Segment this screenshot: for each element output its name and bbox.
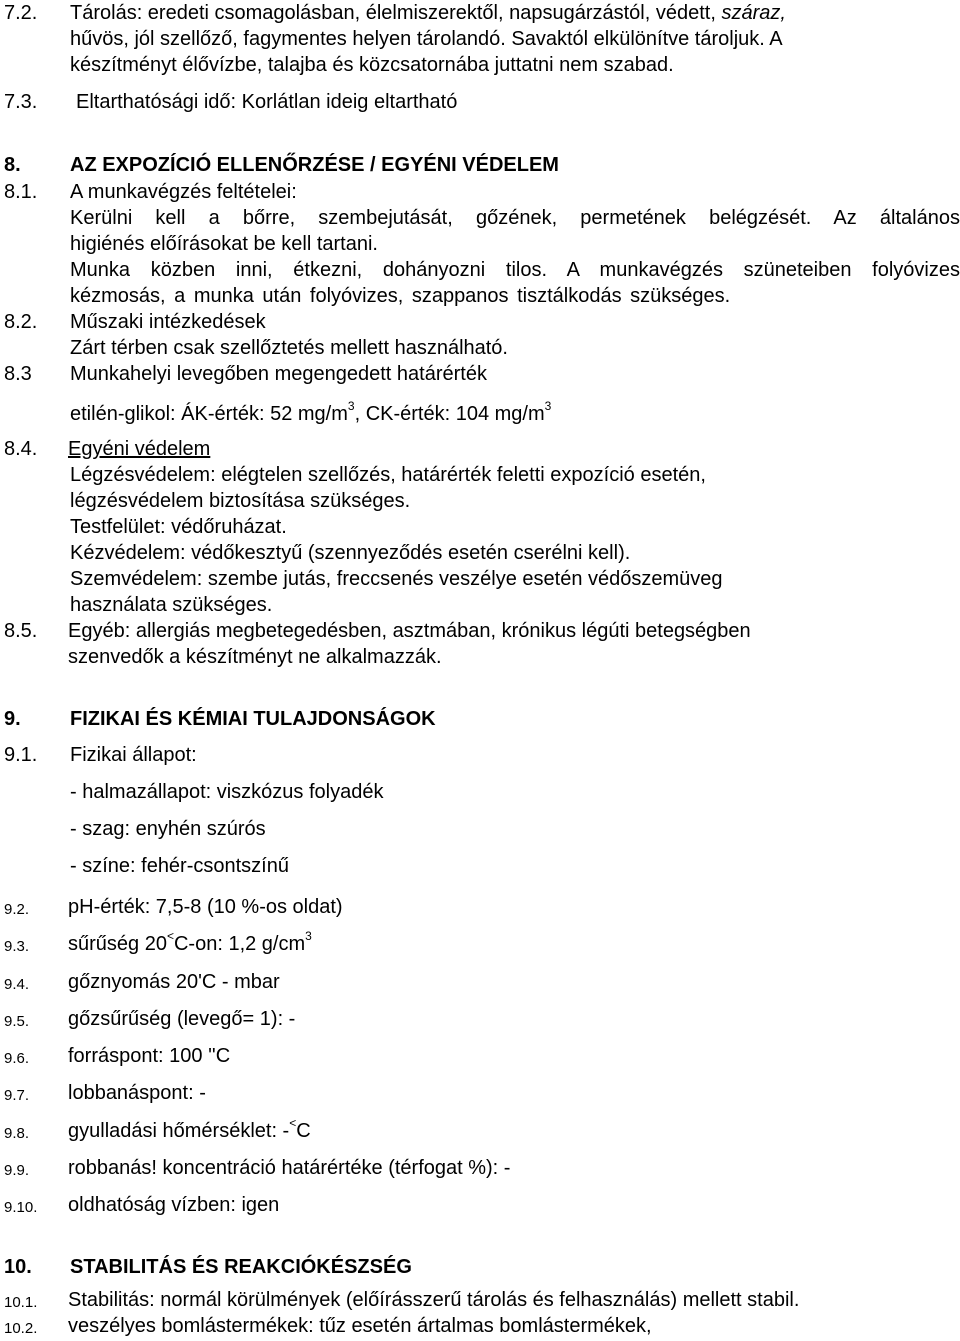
superscript: < (289, 1116, 297, 1131)
paragraph-line: Munkahelyi levegőben megengedett határérték (70, 363, 487, 385)
paragraph-line (70, 399, 552, 426)
paragraph-line (68, 1116, 311, 1143)
section-heading: STABILITÁS ÉS REAKCIÓKÉSZSÉG (70, 1256, 412, 1278)
paragraph-line: Légzésvédelem: elégtelen szellőzés, határérték feletti expozíció esetén, (70, 464, 706, 486)
section-number: 9.1. (4, 744, 38, 766)
section-number: 9.3. (4, 938, 30, 955)
paragraph-line: gőznyomás 20'C - mbar (68, 971, 280, 993)
text-run: etilén-glikol: ÁK-érték: 52 mg/m (70, 403, 348, 425)
section-number: 9. (4, 708, 21, 730)
paragraph-line: kézmosás, a munka után folyóvizes, szappanos tisztálkodás szükséges. (70, 285, 731, 307)
paragraph-line: Zárt térben csak szellőztetés mellett használható. (70, 337, 508, 359)
section-number: 7.2. (4, 2, 38, 24)
paragraph-line: Kézvédelem: védőkesztyű (szennyeződés esetén cserélni kell). (70, 542, 631, 564)
paragraph-line: szenvedők a készítményt ne alkalmazzák. (68, 646, 442, 668)
paragraph-line: használata szükséges. (70, 594, 273, 616)
section-number: 9.6. (4, 1050, 30, 1067)
paragraph-line: Fizikai állapot: (70, 744, 197, 766)
section-number: 8.1. (4, 181, 38, 203)
superscript: 3 (305, 929, 312, 944)
section-number: 9.5. (4, 1013, 30, 1030)
section-heading: FIZIKAI ÉS KÉMIAI TULAJDONSÁGOK (70, 708, 436, 730)
paragraph-line: robbanás! koncentráció határértéke (térfogat %): - (68, 1157, 511, 1179)
paragraph-line: Munka közben inni, étkezni, dohányozni tilos. A munkavégzés szüneteiben folyóvizes (70, 259, 960, 281)
paragraph-line: A munkavégzés feltételei: (70, 181, 297, 203)
superscript: 3 (544, 399, 552, 414)
paragraph-line (68, 929, 312, 956)
section-number: 10. (4, 1256, 32, 1278)
paragraph-line: hűvös, jól szellőző, fagymentes helyen tárolandó. Savaktól elkülönítve tároljuk. A (70, 28, 783, 50)
list-item: - szag: enyhén szúrós (70, 818, 266, 840)
superscript: 3 (347, 399, 355, 414)
section-number: 8.2. (4, 311, 38, 333)
section-number: 9.8. (4, 1125, 30, 1142)
paragraph-line: higiénés előírásokat be kell tartani. (70, 233, 378, 255)
section-heading: AZ EXPOZÍCIÓ ELLENŐRZÉSE / EGYÉNI VÉDELEM (70, 154, 559, 176)
text-run: Tárolás: eredeti csomagolásban, élelmiszerektől, napsugárzástól, védett, (70, 2, 722, 24)
paragraph-line (70, 1, 786, 25)
paragraph-line: Stabilitás: normál körülmények (előírásszerű tárolás és felhasználás) mellett stabil. (68, 1289, 800, 1311)
paragraph-line: Szemvédelem: szembe jutás, freccsenés veszélye esetén védőszemüveg (70, 568, 723, 590)
section-number: 9.4. (4, 976, 30, 993)
paragraph-line: légzésvédelem biztosítása szükséges. (70, 490, 411, 512)
paragraph-line: Műszaki intézkedések (70, 311, 266, 333)
paragraph-line: forráspont: 100 ''C (68, 1045, 231, 1067)
paragraph-line: veszélyes bomlástermékek: tűz esetén ártalmas bomlástermékek, (68, 1315, 652, 1337)
section-number: 8.3 (4, 363, 32, 385)
section-number: 8. (4, 154, 21, 176)
subsection-heading: Egyéni védelem (68, 438, 211, 460)
section-number: 8.4. (4, 438, 38, 460)
section-number: 10.1. (4, 1294, 38, 1311)
list-item: - színe: fehér-csontszínű (70, 855, 289, 877)
section-number: 9.9. (4, 1162, 30, 1179)
text-run-italic: száraz, (721, 2, 786, 24)
text-run: C-on: 1,2 g/cm (173, 933, 306, 955)
section-number: 9.7. (4, 1087, 30, 1104)
superscript: < (166, 929, 174, 944)
section-number: 9.10. (4, 1199, 38, 1216)
paragraph-line: Kerülni kell a bőrre, szembejutását, gőzének, permetének belégzését. Az általános (70, 207, 960, 229)
paragraph-line: Egyéb: allergiás megbetegedésben, asztmában, krónikus légúti betegségben (68, 620, 751, 642)
text-run: gyulladási hőmérséklet: - (68, 1120, 290, 1142)
text-run: C (296, 1120, 311, 1142)
list-item: - halmazállapot: viszkózus folyadék (70, 781, 384, 803)
paragraph-line: lobbanáspont: - (68, 1082, 206, 1104)
section-number: 9.2. (4, 901, 30, 918)
text-run: sűrűség 20 (68, 933, 167, 955)
paragraph-line: Testfelület: védőruházat. (70, 516, 287, 538)
section-number: 8.5. (4, 620, 38, 642)
paragraph-line: pH-érték: 7,5-8 (10 %-os oldat) (68, 896, 343, 918)
paragraph-line: oldhatóság vízben: igen (68, 1194, 280, 1216)
text-run: , CK-érték: 104 mg/m (354, 403, 545, 425)
paragraph-line: készítményt élővízbe, talajba és közcsatornába juttatni nem szabad. (70, 54, 674, 76)
section-number: 10.2. (4, 1320, 38, 1337)
paragraph-line: gőzsűrűség (levegő= 1): - (68, 1008, 296, 1030)
section-number: 7.3. (4, 91, 38, 113)
paragraph-line: Eltarthatósági idő: Korlátlan ideig eltartható (76, 91, 458, 113)
